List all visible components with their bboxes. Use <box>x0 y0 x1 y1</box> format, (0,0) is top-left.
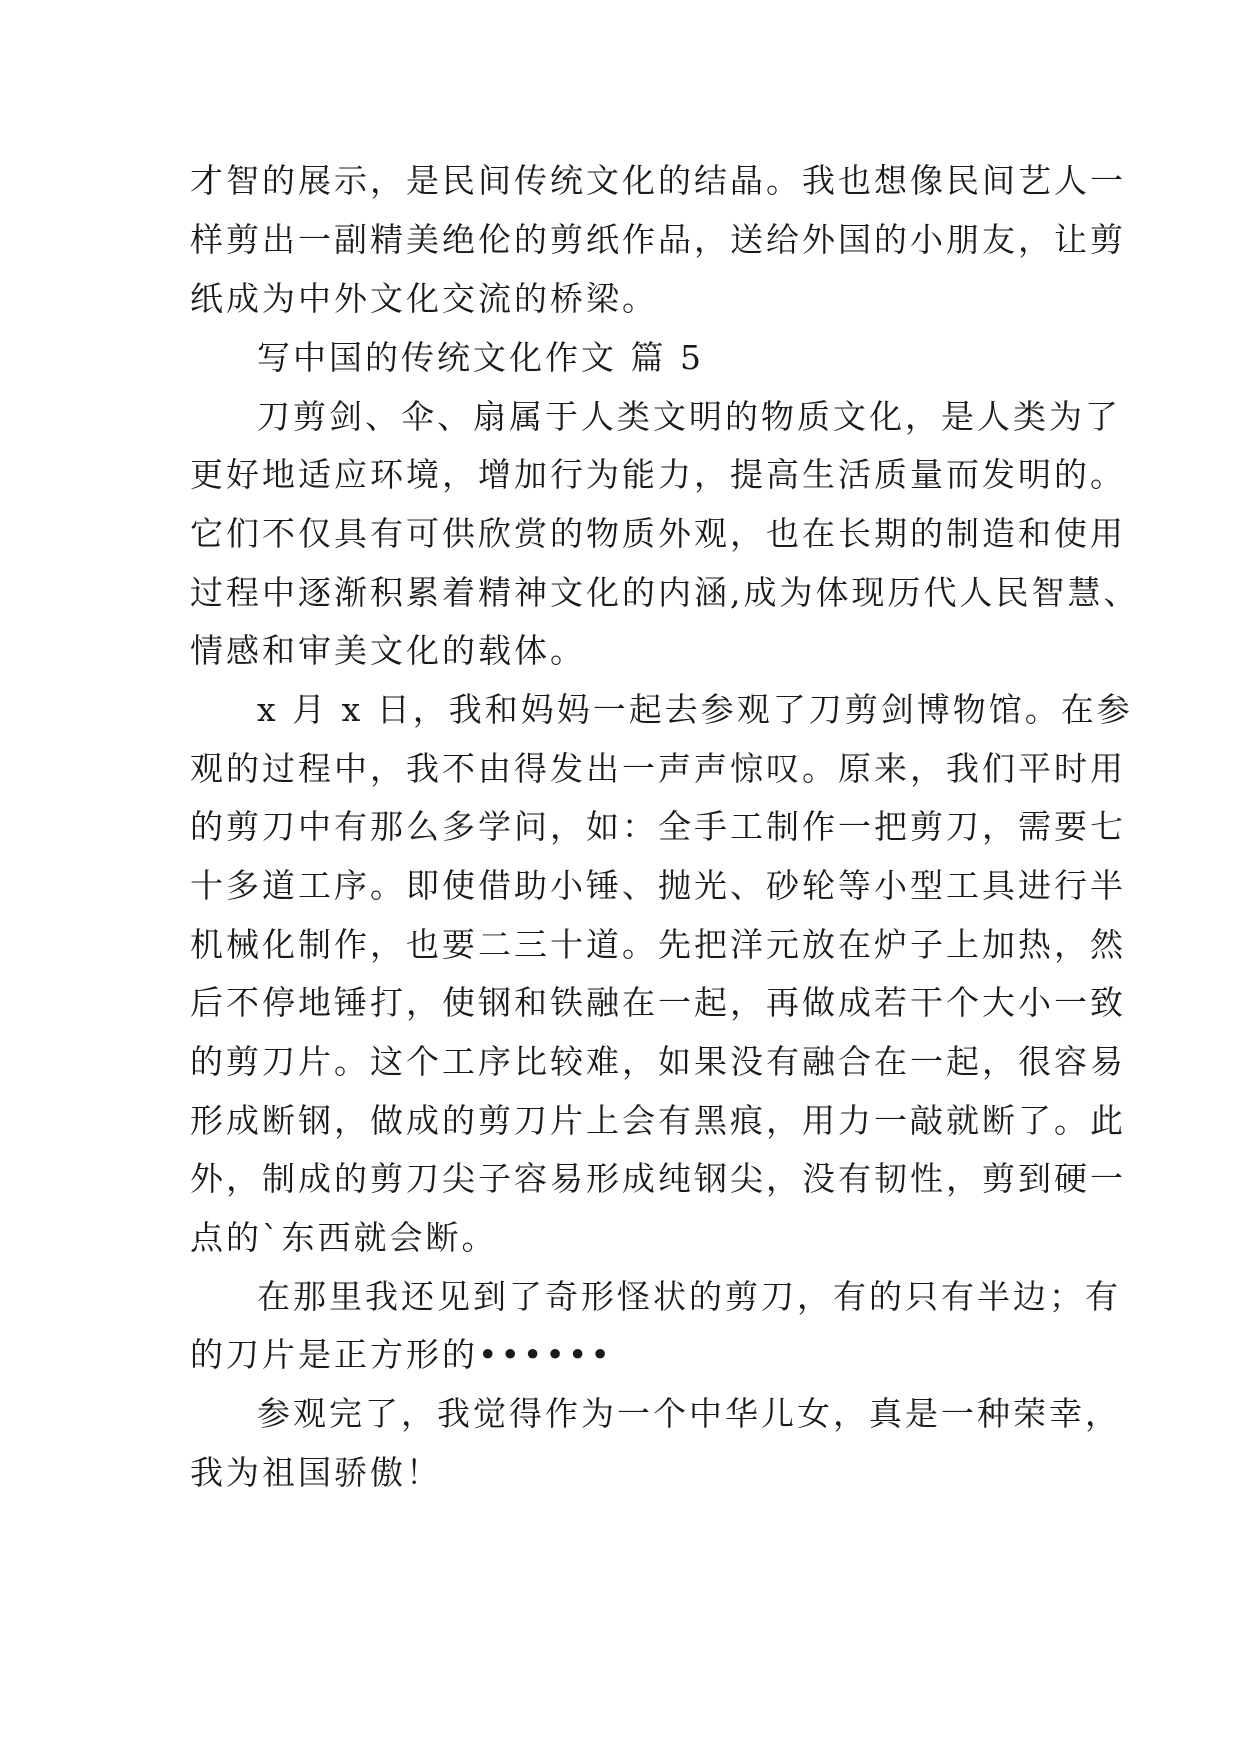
paragraph-line: 观的过程中，我不由得发出一声声惊叹。原来，我们平时用 <box>190 749 1126 788</box>
paragraph-line: x 月 x 日，我和妈妈一起去参观了刀剪剑博物馆。在参 <box>257 690 1133 729</box>
paragraph-line: 参观完了，我觉得作为一个中华儿女，真是一种荣幸， <box>257 1394 1121 1433</box>
paragraph-line: 的刀片是正方形的•••••• <box>190 1335 613 1374</box>
paragraph-line: 的剪刀中有那么多学问，如：全手工制作一把剪刀，需要七 <box>190 807 1126 846</box>
paragraph-line: 十多道工序。即使借助小锤、抛光、砂轮等小型工具进行半 <box>190 866 1126 905</box>
paragraph-line: 机械化制作，也要二三十道。先把洋元放在炉子上加热，然 <box>190 925 1126 964</box>
paragraph-line: 过程中逐渐积累着精神文化的内涵,成为体现历代人民智慧、 <box>190 573 1140 612</box>
paragraph-line: 样剪出一副精美绝伦的剪纸作品，送给外国的小朋友，让剪 <box>190 220 1126 259</box>
paragraph-line: 点的`东西就会断。 <box>190 1218 498 1257</box>
paragraph-line: 在那里我还见到了奇形怪状的剪刀，有的只有半边；有 <box>257 1277 1121 1316</box>
paragraph-line: 刀剪剑、伞、扇属于人类文明的物质文化，是人类为了 <box>257 397 1121 436</box>
paragraph-line: 形成断钢，做成的剪刀片上会有黑痕，用力一敲就断了。此 <box>190 1101 1126 1140</box>
paragraph-line: 我为祖国骄傲！ <box>190 1453 442 1492</box>
paragraph-line: 情感和审美文化的载体。 <box>190 631 586 670</box>
section-heading: 写中国的传统文化作文 篇 5 <box>257 338 704 377</box>
paragraph-line: 外，制成的剪刀尖子容易形成纯钢尖，没有韧性，剪到硬一 <box>190 1159 1126 1198</box>
paragraph-line: 才智的展示，是民间传统文化的结晶。我也想像民间艺人一 <box>190 161 1126 200</box>
paragraph-line: 纸成为中外文化交流的桥梁。 <box>190 279 658 318</box>
paragraph-line: 更好地适应环境，增加行为能力，提高生活质量而发明的。 <box>190 455 1126 494</box>
paragraph-line: 后不停地锤打，使钢和铁融在一起，再做成若干个大小一致 <box>190 983 1126 1022</box>
paragraph-line: 的剪刀片。这个工序比较难，如果没有融合在一起，很容易 <box>190 1042 1126 1081</box>
paragraph-line: 它们不仅具有可供欣赏的物质外观，也在长期的制造和使用 <box>190 514 1126 553</box>
